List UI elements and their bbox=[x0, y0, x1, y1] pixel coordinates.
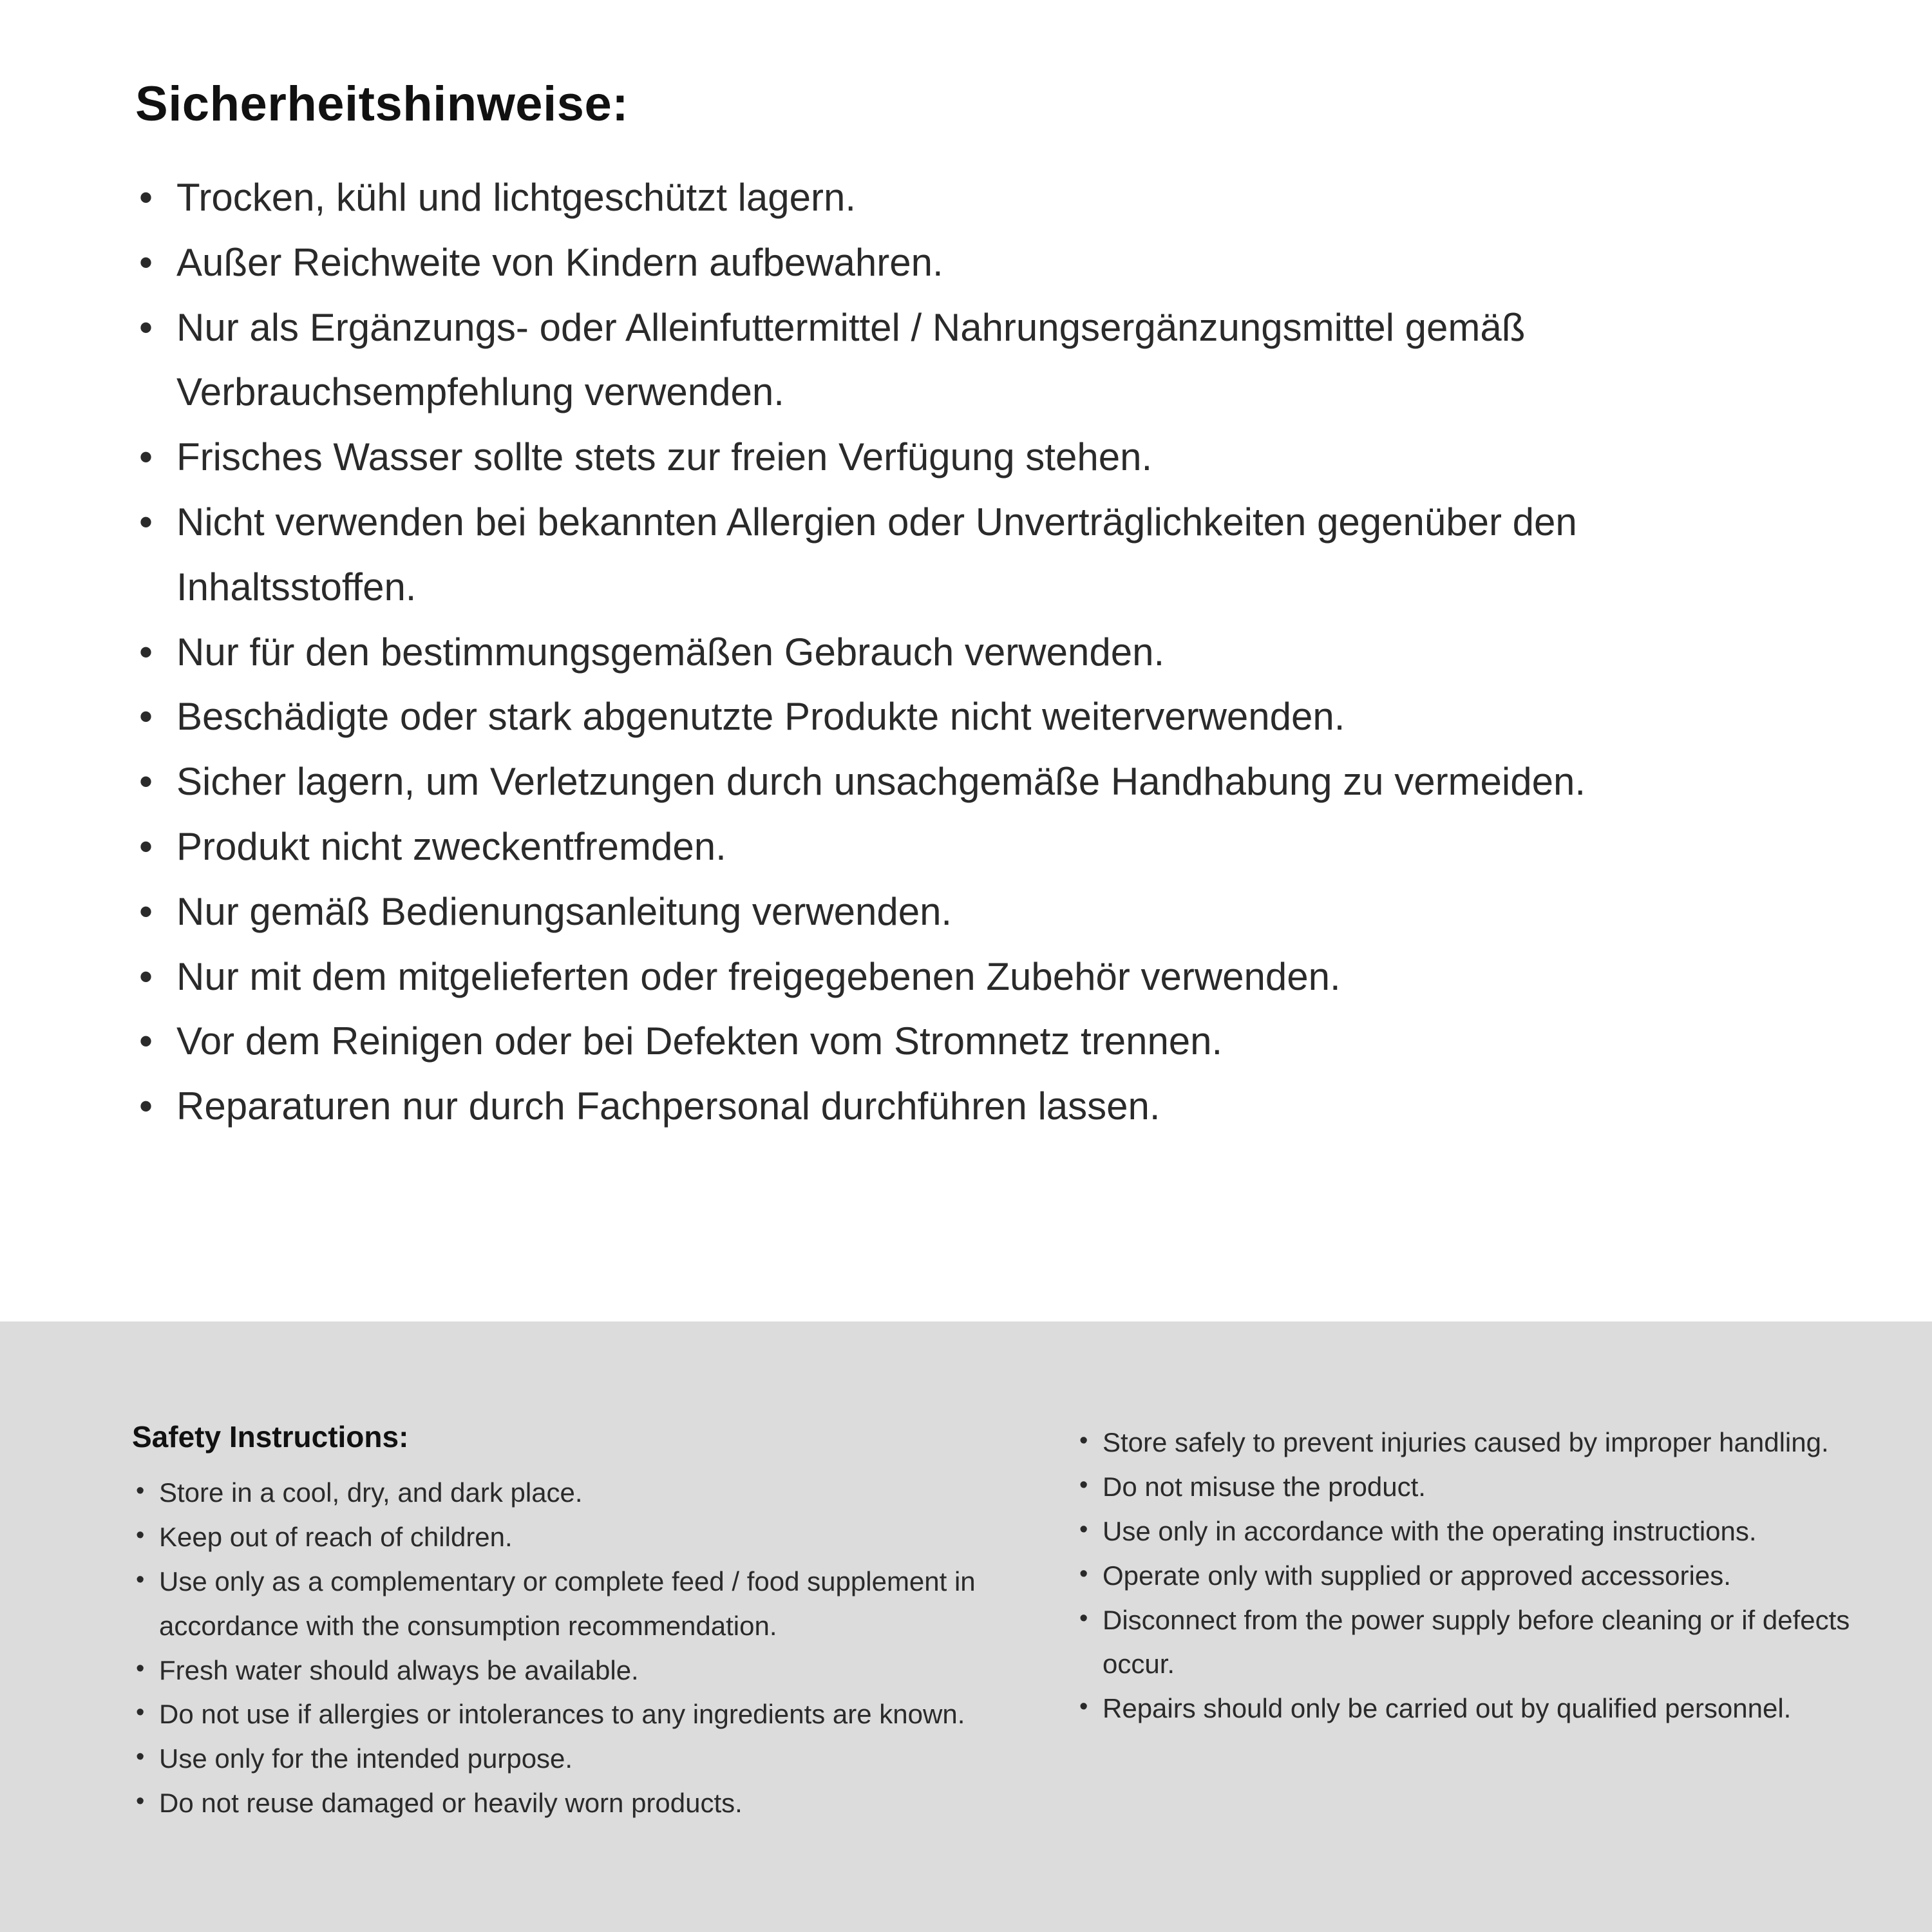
safety-item-de: • Außer Reichweite von Kindern aufbewahren. bbox=[135, 231, 1771, 296]
safety-item-de: • Reparaturen nur durch Fachpersonal durchführen lassen. bbox=[135, 1074, 1771, 1139]
safety-item-de: • Nur für den bestimmungsgemäßen Gebrauch verwenden. bbox=[135, 620, 1771, 685]
english-heading: Safety Instructions: bbox=[132, 1420, 409, 1454]
safety-item-de: • Trocken, kühl und lichtgeschützt lagern. bbox=[135, 166, 1771, 231]
safety-item-de: • Frisches Wasser sollte stets zur freien Verfügung stehen. bbox=[135, 425, 1771, 490]
safety-item-de: • Nur gemäß Bedienungsanleitung verwenden. bbox=[135, 880, 1771, 945]
safety-item-en: • Store in a cool, dry, and dark place. bbox=[132, 1471, 1018, 1515]
safety-item-en: • Disconnect from the power supply before cleaning or if defects occur. bbox=[1075, 1598, 1900, 1687]
english-safety-list-left bbox=[132, 1471, 1018, 1826]
safety-item-en: • Do not reuse damaged or heavily worn products. bbox=[132, 1781, 1018, 1826]
safety-item-en: • Store safely to prevent injuries caused by improper handling. bbox=[1075, 1421, 1900, 1465]
safety-item-en: • Use only for the intended purpose. bbox=[132, 1737, 1018, 1781]
safety-item-de: • Produkt nicht zweckentfremden. bbox=[135, 815, 1771, 880]
safety-item-en: • Do not use if allergies or intolerances to any ingredients are known. bbox=[132, 1692, 1018, 1737]
english-right-column bbox=[1075, 1419, 1900, 1932]
safety-item-de: • Sicher lagern, um Verletzungen durch unsachgemäße Handhabung zu vermeiden. bbox=[135, 750, 1771, 815]
safety-item-de: • Beschädigte oder stark abgenutzte Produkte nicht weiterverwenden. bbox=[135, 685, 1771, 750]
safety-item-en: • Operate only with supplied or approved accessories. bbox=[1075, 1554, 1900, 1598]
safety-item-en: • Repairs should only be carried out by qualified personnel. bbox=[1075, 1687, 1900, 1731]
english-section bbox=[0, 1321, 1932, 1932]
safety-item-de: • Nicht verwenden bei bekannten Allergien oder Unverträglichkeiten gegenüber den Inhaltsstoffen. bbox=[135, 490, 1771, 620]
german-safety-list bbox=[135, 166, 1771, 1139]
safety-item-en: • Fresh water should always be available. bbox=[132, 1649, 1018, 1693]
safety-item-en: • Do not misuse the product. bbox=[1075, 1465, 1900, 1510]
safety-item-en: • Use only as a complementary or complete feed / food supplement in accordance with the consumption recommendation. bbox=[132, 1560, 1018, 1649]
german-heading: Sicherheitshinweise: bbox=[135, 77, 629, 131]
safety-item-de: • Vor dem Reinigen oder bei Defekten vom Stromnetz trennen. bbox=[135, 1009, 1771, 1074]
safety-item-de: • Nur mit dem mitgelieferten oder freigegebenen Zubehör verwenden. bbox=[135, 945, 1771, 1010]
safety-item-en: • Use only in accordance with the operating instructions. bbox=[1075, 1510, 1900, 1554]
safety-item-en: • Keep out of reach of children. bbox=[132, 1515, 1018, 1560]
english-left-column bbox=[132, 1419, 1018, 1932]
safety-item-de: • Nur als Ergänzungs- oder Alleinfuttermittel / Nahrungsergänzungsmittel gemäß Verbrauchsempfehlung verwenden. bbox=[135, 296, 1771, 426]
english-safety-list-right bbox=[1075, 1421, 1900, 1731]
